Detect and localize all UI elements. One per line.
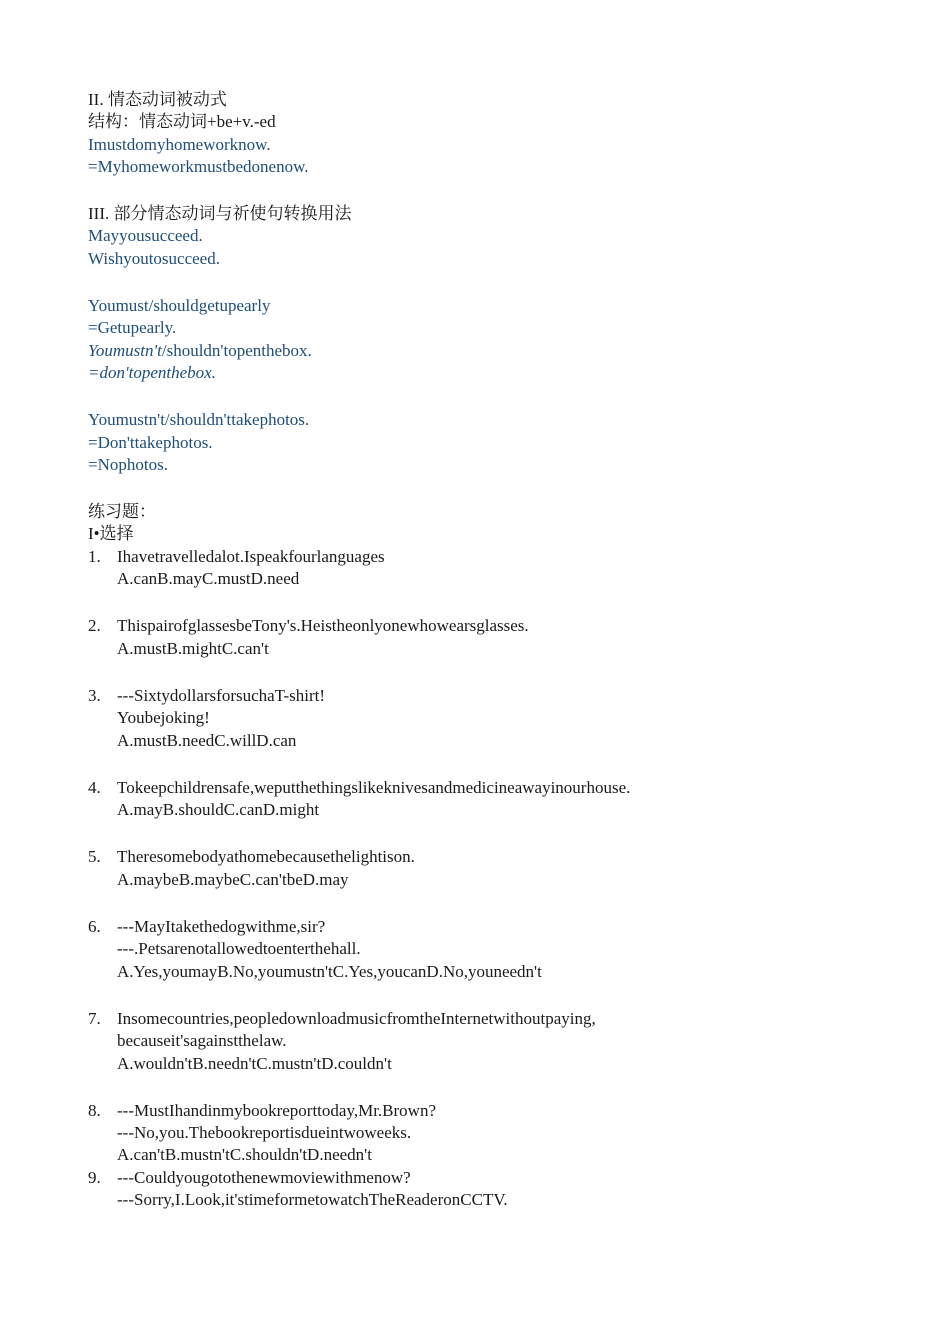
question-body xyxy=(117,846,868,891)
question-body xyxy=(117,685,868,752)
question-line: ---MustIhandinmybookreporttoday,Mr.Brown? xyxy=(117,1100,437,1120)
exercises-part: I•选择 xyxy=(88,524,134,544)
question-line: Ihavetravelledalot.Ispeakfourlanguages xyxy=(117,546,385,566)
question-number: 5. xyxy=(88,847,101,867)
section3-line-b2: =Getupearly. xyxy=(88,318,177,338)
section3-line-a1: Mayyousucceed. xyxy=(88,226,203,246)
question-line: Tokeepchildrensafe,weputthethingslikeknivesandmedicineawayinourhouse. xyxy=(117,777,631,797)
question-line: Theresomebodyathomebecausethelightison. xyxy=(117,847,415,867)
question-line: A.mayB.shouldC.canD.might xyxy=(117,800,320,820)
question-item xyxy=(88,546,868,591)
question-item xyxy=(88,777,868,822)
question-line: ---MayItakethedogwithme,sir? xyxy=(117,917,326,937)
section3-line-b4: =don'topenthebox. xyxy=(88,362,216,382)
question-line: ---No,you.Thebookreportisdueintwoweeks. xyxy=(117,1123,412,1143)
document-page xyxy=(88,89,868,1211)
question-list xyxy=(88,546,868,1212)
question-line: Youbejoking! xyxy=(117,708,210,728)
question-number: 8. xyxy=(88,1100,101,1120)
question-line: ---Sorry,I.Look,it'stimeformetowatchTheReaderonCCTV. xyxy=(117,1189,508,1209)
section3-line-b1: Youmust/shouldgetupearly xyxy=(88,296,271,316)
question-body xyxy=(117,916,868,983)
section3-line-b3 xyxy=(88,340,868,362)
question-number: 3. xyxy=(88,685,101,705)
section3-heading: III. 部分情态动词与祈使句转换用法 xyxy=(88,204,352,224)
section3-line-c3: =Nophotos. xyxy=(88,454,168,474)
question-line: A.mustB.needC.willD.can xyxy=(117,730,297,750)
question-item xyxy=(88,846,868,891)
question-line: ---Couldyougotothenewmoviewithmenow? xyxy=(117,1167,411,1187)
question-line: A.wouldn'tB.needn'tC.mustn'tD.couldn't xyxy=(117,1053,392,1073)
question-item xyxy=(88,916,868,983)
question-line: A.maybeB.maybeC.can'tbeD.may xyxy=(117,869,349,889)
section3-line-a2: Wishyoutosucceed. xyxy=(88,248,220,268)
question-number: 2. xyxy=(88,616,101,636)
question-line: A.can'tB.mustn'tC.shouldn'tD.needn't xyxy=(117,1145,372,1165)
question-body xyxy=(117,777,868,822)
question-item xyxy=(88,685,868,752)
section3-line-b3-italic: Youmustn't xyxy=(88,340,162,360)
section2-example-2: =Myhomeworkmustbedonenow. xyxy=(88,156,309,176)
question-line: becauseit'sagainstthelaw. xyxy=(117,1031,287,1051)
question-item xyxy=(88,1167,868,1212)
section2-example-1: Imustdomyhomeworknow. xyxy=(88,134,271,154)
question-item xyxy=(88,1008,868,1075)
question-item xyxy=(88,615,868,660)
question-line: A.mustB.mightC.can't xyxy=(117,638,269,658)
question-number: 1. xyxy=(88,546,101,566)
question-body xyxy=(117,546,868,591)
question-line: ---.Petsarenotallowedtoenterthehall. xyxy=(117,939,361,959)
question-number: 6. xyxy=(88,917,101,937)
question-line: A.Yes,youmayB.No,youmustn'tC.Yes,youcanD.No,youneedn't xyxy=(117,961,542,981)
question-item xyxy=(88,1100,868,1167)
question-number: 4. xyxy=(88,777,101,797)
question-body xyxy=(117,615,868,660)
section2-structure: 结构：情态动词+be+v.-ed xyxy=(88,112,276,132)
section2-heading: II. 情态动词被动式 xyxy=(88,90,227,109)
section3-line-b3-rest: /shouldn'topenthebox. xyxy=(161,340,312,360)
question-line: ---SixtydollarsforsuchaT-shirt! xyxy=(117,685,326,705)
question-line: ThispairofglassesbeTony's.Heistheonlyonewhowearsglasses. xyxy=(117,616,529,636)
question-number: 9. xyxy=(88,1167,101,1187)
question-line: Insomecountries,peopledownloadmusicfromtheInternetwithoutpaying, xyxy=(117,1008,596,1028)
question-body xyxy=(117,1008,868,1075)
question-body xyxy=(117,1167,868,1212)
question-body xyxy=(117,1100,868,1167)
section3-line-c1: Youmustn't/shouldn'ttakephotos. xyxy=(88,410,310,430)
question-line: A.canB.mayC.mustD.need xyxy=(117,569,300,589)
question-number: 7. xyxy=(88,1008,101,1028)
exercises-title: 练习题： xyxy=(88,502,156,522)
section3-line-c2: =Don'ttakephotos. xyxy=(88,432,213,452)
